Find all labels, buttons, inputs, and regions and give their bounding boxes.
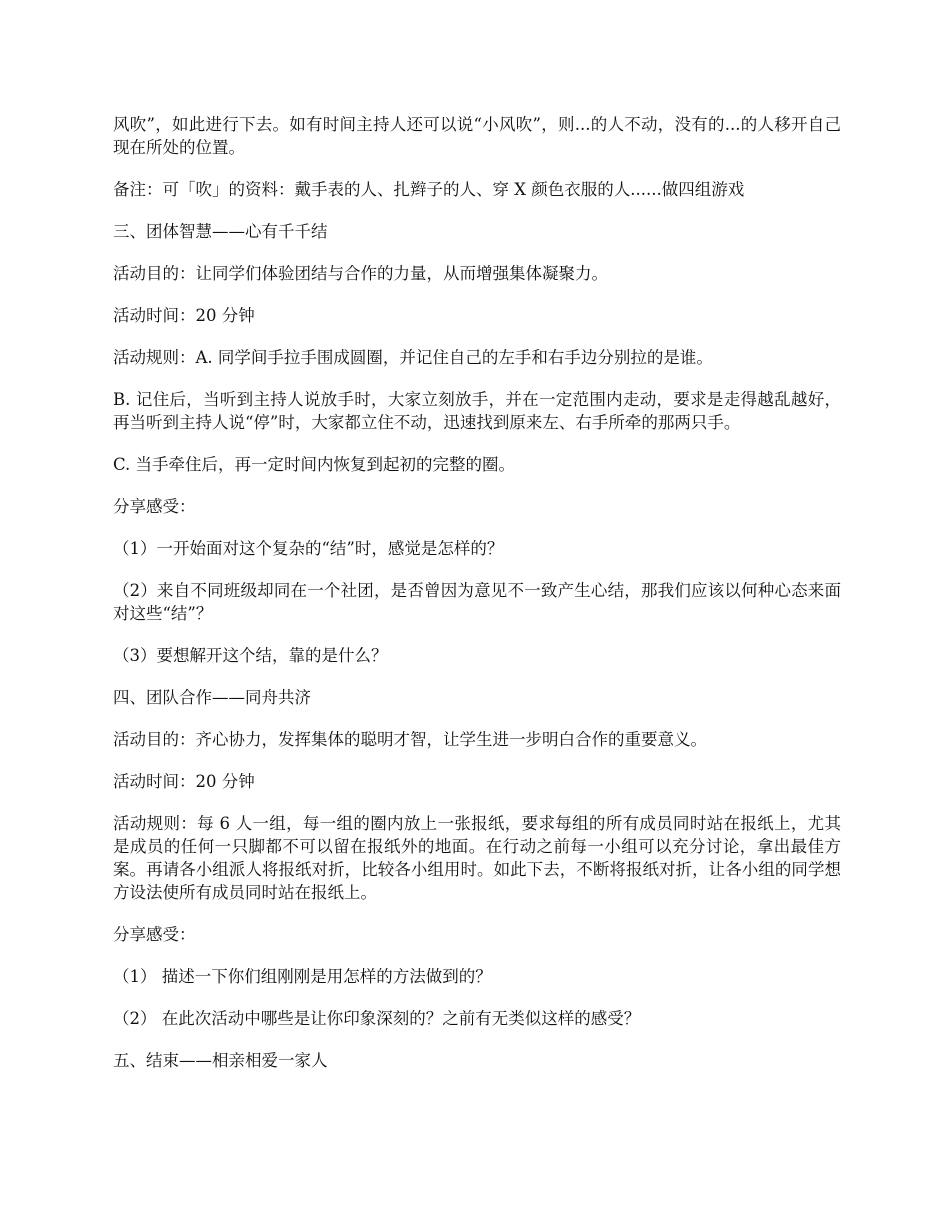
paragraph-activity-goal: 活动目的：让同学们体验团结与合作的力量，从而增强集体凝聚力。: [113, 264, 608, 283]
section-heading-5: 五、结束——相亲相爱一家人: [113, 1051, 328, 1070]
paragraph-activity-time-2: 活动时间：20 分钟: [113, 772, 255, 791]
paragraph-question-4: （1） 描述一下你们组刚刚是用怎样的方法做到的？: [113, 967, 492, 986]
paragraph-activity-goal-2: 活动目的：齐心协力，发挥集体的聪明才智，让学生进一步明白合作的重要意义。: [113, 730, 707, 749]
section-heading-4: 四、团队合作——同舟共济: [113, 688, 311, 707]
document-body: [113, 113, 841, 1091]
paragraph-activity-rules: 活动规则：A. 同学间手拉手围成圆圈，并记住自己的左手和右手边分别拉的是谁。: [113, 348, 713, 367]
paragraph-activity-rules-2: 活动规则：每 6 人一组，每一组的圈内放上一张报纸，要求每组的所有成员同时站在报纸上，尤其是成员的任何一只脚都不可以留在报纸外的地面。在行动之前每一小组可以充分讨论，拿出最佳方案。再请各小组派人将报纸对折，比较各小组用时。如此下去，不断将报纸对折，让各小组的同学想方设法使所有成员同时站在报纸上。: [113, 814, 841, 902]
paragraph-question-3: （3）要想解开这个结，靠的是什么？: [113, 646, 388, 665]
paragraph-remark: 备注：可「吹」的资料：戴手表的人、扎辫子的人、穿 X 颜色衣服的人......做四组游戏: [113, 180, 745, 199]
paragraph-rule-c: C. 当手牵住后，再一定时间内恢复到起初的完整的圈。: [113, 455, 516, 474]
paragraph-rule-b: B. 记住后，当听到主持人说放手时，大家立刻放手，并在一定范围内走动，要求是走得越乱越好，再当听到主持人说“停”时，大家都立住不动，迅速找到原来左、右手所牵的那两只手。: [113, 390, 841, 432]
paragraph-question-5: （2） 在此次活动中哪些是让你印象深刻的？之前有无类似这样的感受？: [113, 1009, 641, 1028]
paragraph-question-1: （1）一开始面对这个复杂的“结”时，感觉是怎样的？: [113, 539, 504, 558]
paragraph-activity-time: 活动时间：20 分钟: [113, 306, 255, 325]
paragraph-share-heading: 分享感受：: [113, 497, 196, 516]
section-heading-3: 三、团体智慧——心有千千结: [113, 222, 328, 241]
paragraph-game-rules-continued: 风吹”，如此进行下去。如有时间主持人还可以说“小风吹”，则...的人不动，没有的...的人移开自己现在所处的位置。: [113, 115, 841, 157]
paragraph-question-2: （2）来自不同班级却同在一个社团，是否曾因为意见不一致产生心结，那我们应该以何种心态来面对这些“结”？: [113, 581, 841, 623]
paragraph-share-heading-2: 分享感受：: [113, 925, 196, 944]
